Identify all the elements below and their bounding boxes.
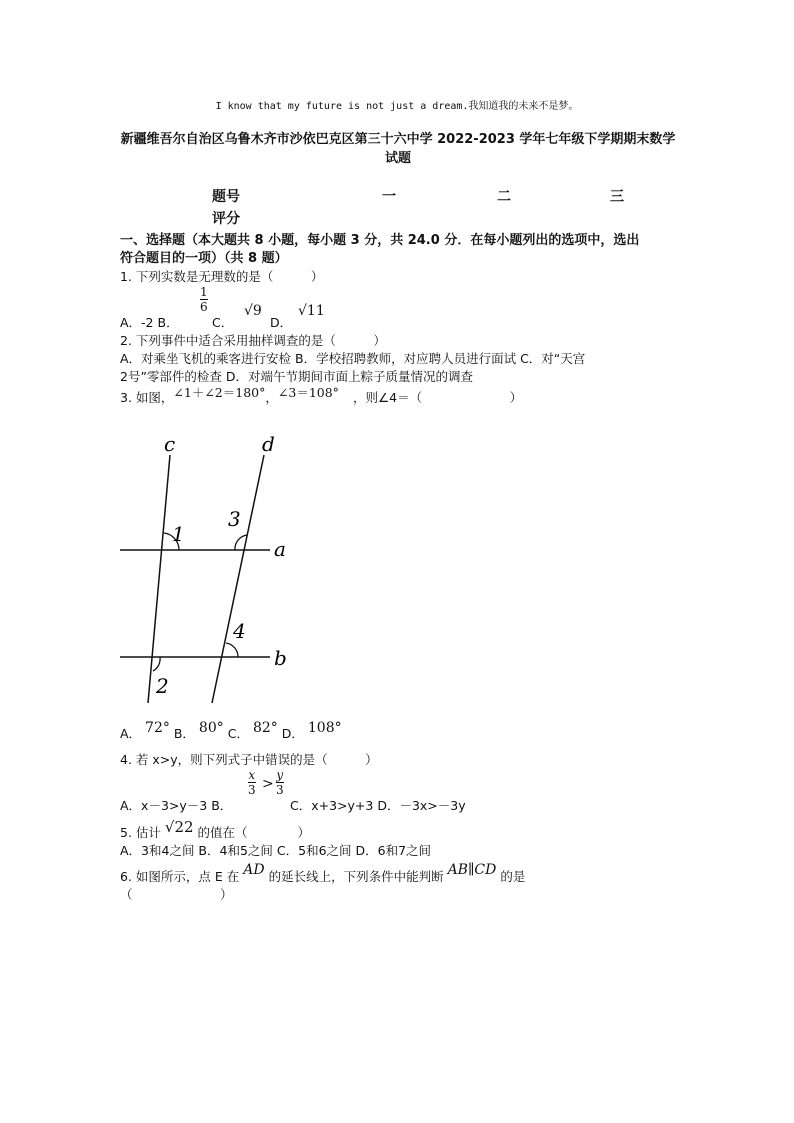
score-table-col2: 二 bbox=[497, 189, 511, 205]
q3-stem-suffix: ，则∠4＝（ ） bbox=[352, 390, 523, 405]
q3-figure bbox=[112, 425, 302, 715]
angle-4-arc bbox=[226, 643, 238, 657]
q2-options-line1: A．对乘坐飞机的乘客进行安检 B．学校招聘教师，对应聘人员进行面试 C．对“天宫 bbox=[120, 351, 586, 366]
q3-option-d-value: 108° bbox=[307, 720, 342, 736]
label-angle-1: 1 bbox=[172, 522, 185, 546]
q6-suffix: 的是 bbox=[500, 869, 526, 884]
q3-options bbox=[120, 720, 342, 742]
q4-stem: 4. 若 x>y，则下列式子中错误的是（ ） bbox=[120, 752, 378, 767]
q5-prefix: 5. 估计 bbox=[120, 825, 161, 840]
score-table-row2-label: 评分 bbox=[212, 211, 240, 227]
q5-suffix: 的值在（ ） bbox=[197, 825, 311, 840]
label-a: a bbox=[274, 537, 286, 561]
q4-fracL-num: x bbox=[248, 768, 256, 782]
q4-fraction-right bbox=[276, 768, 284, 797]
q1-option-d-label: D． bbox=[270, 315, 293, 330]
header-motto: I know that my future is not just a dream.我知道我的未来不是梦。 bbox=[215, 101, 579, 112]
q1-option-c-sqrt: √9 bbox=[244, 303, 262, 319]
q3-option-c-label: C． bbox=[227, 726, 249, 741]
q1-frac-num: 1 bbox=[200, 285, 208, 299]
q4-option-a: A．x－3>y－3 B． bbox=[120, 798, 233, 813]
q4-fracR-den: 3 bbox=[276, 783, 284, 797]
q5-sqrt: √22 bbox=[164, 818, 194, 836]
q6-stem bbox=[120, 860, 526, 884]
q3-condition-2: ∠3＝108° bbox=[277, 385, 339, 400]
label-angle-2: 2 bbox=[156, 674, 169, 698]
q3-option-b-value: 80° bbox=[198, 720, 224, 736]
line-d bbox=[212, 455, 264, 703]
q3-condition-1: ∠1＋∠2＝180° bbox=[173, 385, 266, 400]
angle-2-arc bbox=[153, 657, 160, 671]
q5-stem bbox=[120, 818, 311, 840]
q6-prefix: 6. 如图所示，点 E 在 bbox=[120, 869, 240, 884]
q6-answer-blank: （ ） bbox=[120, 887, 233, 902]
q6-middle: 的延长线上，下列条件中能判断 bbox=[268, 869, 444, 884]
q1-stem: 1. 下列实数是无理数的是（ ） bbox=[120, 269, 324, 284]
q1-option-d-sqrt: √11 bbox=[298, 303, 325, 319]
label-d: d bbox=[262, 432, 275, 456]
label-angle-3: 3 bbox=[228, 507, 241, 531]
label-c: c bbox=[164, 432, 176, 456]
section1-heading-line1: 一、选择题（本大题共 8 小题，每小题 3 分，共 24.0 分．在每小题列出的选项中，选出 bbox=[120, 233, 640, 248]
score-table-row1-label: 题号 bbox=[212, 189, 240, 205]
q3-stem-prefix: 3. 如图， bbox=[120, 390, 174, 405]
q3-option-c-value: 82° bbox=[252, 720, 278, 736]
q2-options-line2: 2号”零部件的检查 D．对端午节期间市面上粽子质量情况的调查 bbox=[120, 369, 474, 384]
q3-stem bbox=[120, 385, 523, 406]
q6-segment: AD bbox=[243, 862, 265, 878]
line-c bbox=[148, 455, 170, 703]
label-angle-4: 4 bbox=[233, 619, 246, 643]
score-table-col3: 三 bbox=[610, 189, 624, 205]
q3-option-b-label: B． bbox=[173, 726, 195, 741]
score-table-col1: 一 bbox=[382, 189, 396, 205]
q4-fracR-num: y bbox=[276, 768, 284, 782]
q4-gt: > bbox=[262, 776, 274, 792]
section1-heading-line2: 符合题目的一项）（共 8 题） bbox=[120, 251, 288, 266]
q1-option-a: A．-2 B． bbox=[120, 315, 179, 330]
q1-fraction bbox=[200, 285, 208, 314]
q3-option-a-value: 72° bbox=[145, 720, 170, 736]
label-b: b bbox=[274, 646, 287, 670]
q4-fraction-left bbox=[248, 768, 256, 797]
q4-fracL-den: 3 bbox=[248, 783, 256, 797]
q6-parallel: AB∥CD bbox=[447, 862, 497, 878]
q3-separator: ， bbox=[265, 390, 278, 405]
q4-options-rest: C．x+3>y+3 D．－3x>－3y bbox=[290, 798, 466, 813]
q1-frac-den: 6 bbox=[200, 300, 208, 314]
q3-option-d-label: D． bbox=[281, 726, 304, 741]
q5-options: A．3和4之间 B．4和5之间 C．5和6之间 D．6和7之间 bbox=[120, 843, 432, 858]
q1-option-c-label: C． bbox=[212, 315, 234, 330]
exam-title: 新疆维吾尔自治区乌鲁木齐市沙依巴克区第三十六中学 2022-2023 学年七年级下学期期末数学试题 bbox=[120, 132, 676, 166]
q3-option-a-label: A． bbox=[120, 726, 142, 741]
q2-stem: 2. 下列事件中适合采用抽样调查的是（ ） bbox=[120, 333, 386, 348]
